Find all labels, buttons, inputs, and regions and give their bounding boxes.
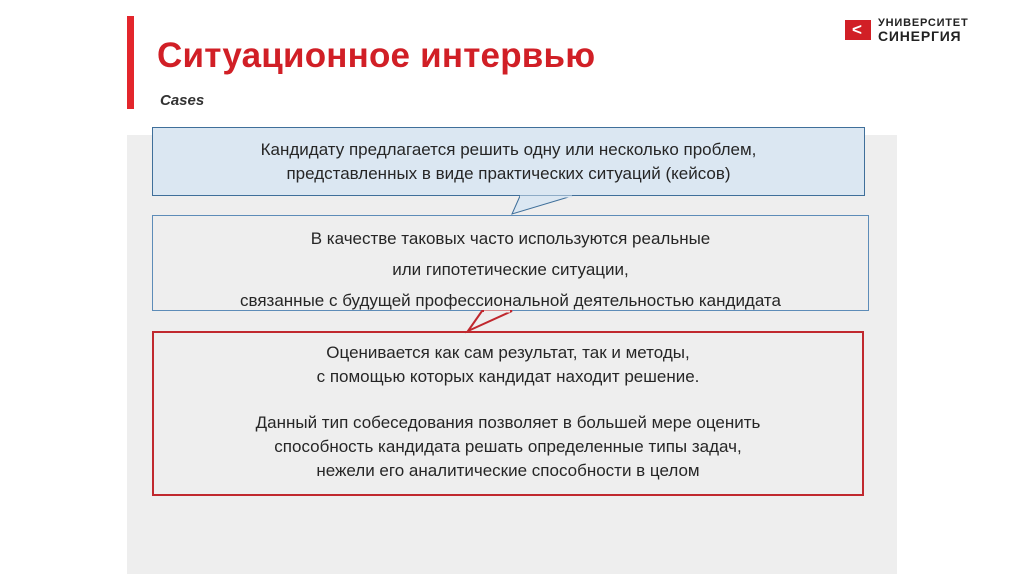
logo-line-1: УНИВЕРСИТЕТ [878,17,969,29]
evaluation-line: с помощью которых кандидат находит решение. [316,367,700,386]
callout-line: представленных в виде практических ситуаций (кейсов) [286,164,731,183]
callout-pointer-red [468,311,512,331]
page-subtitle: Cases [160,92,205,109]
callout-pointer-blue [512,196,572,214]
evaluation-line: Данный тип собеседования позволяет в большей мере оценить [255,413,761,432]
evaluation-line: Оценивается как сам результат, так и методы, [326,343,690,362]
situations-line: или гипотетические ситуации, [392,260,629,279]
page-title: Ситуационное интервью [157,36,596,75]
situations-line: связанные с будущей профессиональной деятельностью кандидата [240,291,781,310]
evaluation-line: нежели его аналитические способности в целом [316,461,700,480]
evaluation-line: способность кандидата решать определенные типы задач, [274,437,742,456]
logo-line-2: СИНЕРГИЯ [878,28,962,44]
callout-line: Кандидату предлагается решить одну или несколько проблем, [260,140,757,159]
logo-icon: < [845,20,871,40]
situations-line: В качестве таковых часто используются реальные [310,229,711,248]
